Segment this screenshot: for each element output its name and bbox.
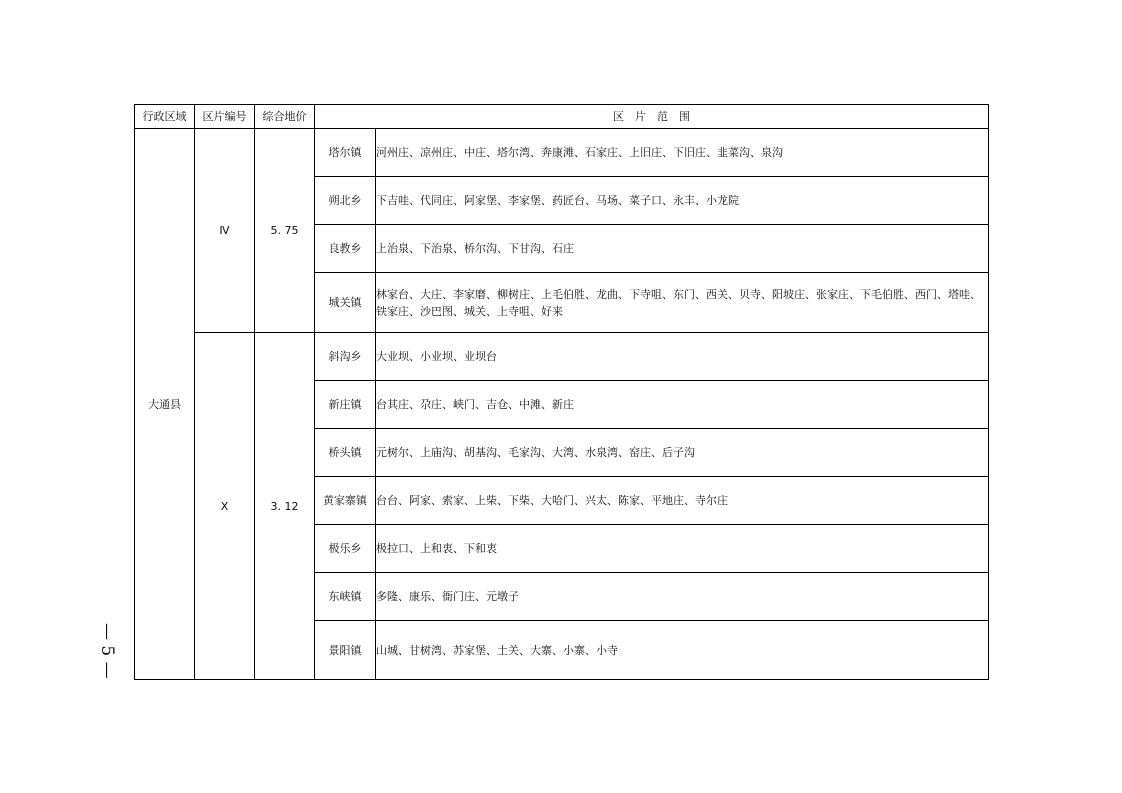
zone-number-cell: Ⅹ xyxy=(195,333,255,680)
town-cell: 斜沟乡 xyxy=(315,333,376,381)
range-cell: 河州庄、凉州庄、中庄、塔尔湾、奔康滩、石家庄、上旧庄、下旧庄、韭菜沟、泉沟 xyxy=(376,129,989,177)
header-region: 行政区域 xyxy=(135,105,195,129)
price-cell: 5. 75 xyxy=(255,129,315,333)
town-cell: 极乐乡 xyxy=(315,525,376,573)
table-row xyxy=(135,129,989,177)
range-cell: 台其庄、尕庄、峡门、吉仓、中滩、新庄 xyxy=(376,381,989,429)
town-cell: 景阳镇 xyxy=(315,621,376,680)
range-cell: 山城、甘树湾、苏家堡、土关、大寨、小寨、小寺 xyxy=(376,621,989,680)
range-cell: 台台、阿家、索家、上柴、下柴、大哈门、兴太、陈家、平地庄、寺尔庄 xyxy=(376,477,989,525)
header-composite-price: 综合地价 xyxy=(255,105,315,129)
range-cell: 下吉哇、代同庄、阿家堡、李家堡、药匠台、马场、菜子口、永丰、小龙院 xyxy=(376,177,989,225)
page-number: — 5 — xyxy=(97,623,117,679)
region-cell: 大通县 xyxy=(135,129,195,680)
town-cell: 塔尔镇 xyxy=(315,129,376,177)
town-cell: 良教乡 xyxy=(315,225,376,273)
range-cell: 多隆、康乐、衙门庄、元墩子 xyxy=(376,573,989,621)
town-cell: 东峡镇 xyxy=(315,573,376,621)
zone-number-cell: Ⅳ xyxy=(195,129,255,333)
table-row xyxy=(135,333,989,381)
price-cell: 3. 12 xyxy=(255,333,315,680)
header-zone-range: 区 片 范 围 xyxy=(315,105,989,129)
town-cell: 黄家寨镇 xyxy=(315,477,376,525)
range-cell: 林家台、大庄、李家磨、柳树庄、上毛伯胜、龙曲、下寺咀、东门、西关、贝寺、阳坡庄、张家庄、下毛伯胜、西门、塔哇、铁家庄、沙巴图、城关、上寺咀、好来 xyxy=(376,273,989,333)
table-header-row xyxy=(135,105,989,129)
header-zone-number: 区片编号 xyxy=(195,105,255,129)
range-cell: 极拉口、上和衷、下和衷 xyxy=(376,525,989,573)
range-cell: 大业坝、小业坝、业坝台 xyxy=(376,333,989,381)
range-cell: 元树尔、上庙沟、胡基沟、毛家沟、大湾、水泉湾、窑庄、后子沟 xyxy=(376,429,989,477)
town-cell: 桥头镇 xyxy=(315,429,376,477)
town-cell: 朔北乡 xyxy=(315,177,376,225)
land-price-table xyxy=(134,104,989,680)
town-cell: 新庄镇 xyxy=(315,381,376,429)
range-cell: 上治泉、下治泉、桥尔沟、下甘沟、石庄 xyxy=(376,225,989,273)
town-cell: 城关镇 xyxy=(315,273,376,333)
